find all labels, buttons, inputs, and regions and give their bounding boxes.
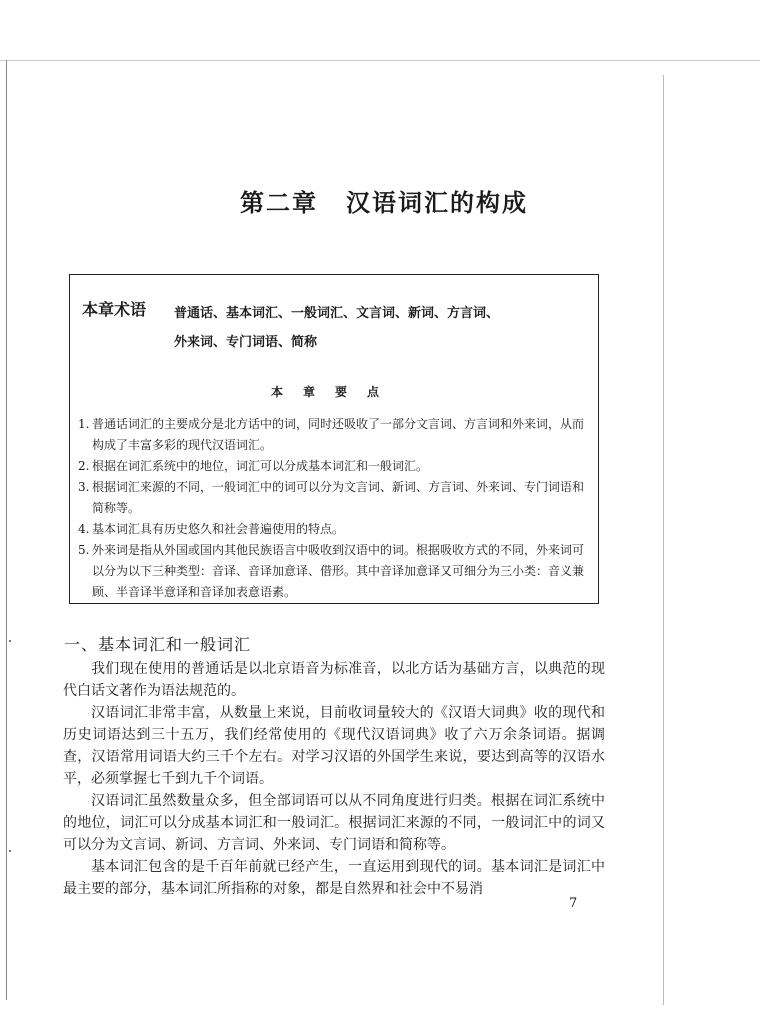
key-points-list [78, 414, 592, 603]
key-points-heading: 本章要点 [270, 385, 399, 399]
key-point-text: 根据词汇来源的不同，一般词汇中的词可以分为文言词、新词、方言词、外来词、专门词语和简称等。 [92, 480, 585, 515]
key-point-number: 2. [78, 459, 90, 473]
chapter-title [0, 183, 768, 218]
key-point-number: 5. [78, 543, 90, 557]
body-paragraph: 汉语词汇虽然数量众多，但全部词语可以从不同角度进行归类。根据在词汇系统中的地位，词汇可以分成基本词汇和一般词汇。根据词汇来源的不同，一般词汇中的词又可以分为文言词、新词、方言词、外来词、专门词语和简称等。 [63, 793, 605, 853]
section-heading: 一、基本词汇和一般词汇 [64, 635, 252, 654]
key-point-text: 基本词汇具有历史悠久和社会普遍使用的特点。 [92, 522, 345, 536]
key-point-number: 1. [78, 417, 90, 431]
terms-line: 外来词、专门词语、简称 [174, 335, 318, 350]
key-point-item [78, 519, 592, 540]
key-point-text: 外来词是指从外国或国内其他民族语言中吸收到汉语中的词。根据吸收方式的不同，外来词可以分为以下三种类型：音译、音译加意译、借形。其中音译加意译又可细分为三小类：音义兼顾、半音译半意译和音译加表意语素。 [92, 543, 585, 599]
body-paragraph: 我们现在使用的普通话是以北京语音为标准音，以北方话为基础方言，以典范的现代白话文著作为语法规范的。 [63, 661, 605, 699]
key-point-number: 4. [78, 522, 90, 536]
chapter-number: 第二章 [240, 189, 318, 217]
section-body [63, 658, 605, 900]
scan-speck [9, 640, 11, 642]
page-number: 7 [569, 896, 578, 911]
body-paragraph: 基本词汇包含的是千百年前就已经产生，一直运用到现代的词。基本词汇是词汇中最主要的部分，基本词汇所指称的对象，都是自然界和社会中不易消 [63, 859, 605, 897]
key-point-number: 3. [78, 480, 90, 494]
key-point-text: 根据在词汇系统中的地位，词汇可以分成基本词汇和一般词汇。 [92, 459, 429, 473]
chapter-name: 汉语词汇的构成 [346, 189, 528, 217]
key-point-item [78, 414, 592, 456]
key-point-item [78, 456, 592, 477]
terms-label: 本章术语 [82, 300, 147, 319]
key-point-item [78, 540, 592, 603]
key-point-text: 普通话词汇的主要成分是北方话中的词，同时还吸收了一部分文言词、方言词和外来词，从而构成了丰富多彩的现代汉语词汇。 [92, 417, 585, 452]
chapter-summary-box [69, 274, 599, 604]
scan-edge-top [0, 60, 760, 61]
body-paragraph: 汉语词汇非常丰富，从数量上来说，目前收词量较大的《汉语大词典》收的现代和历史词语达到三十五万，我们经常使用的《现代汉语词典》收了六万余条词语。据调查，汉语常用词语大约三千个左右。对学习汉语的外国学生来说，要达到高等的汉语水平，必须掌握七千到九千个词语。 [63, 705, 605, 787]
scan-speck [9, 850, 11, 852]
terms-line: 普通话、基本词汇、一般词汇、文言词、新词、方言词、 [174, 306, 500, 321]
key-point-item [78, 477, 592, 519]
